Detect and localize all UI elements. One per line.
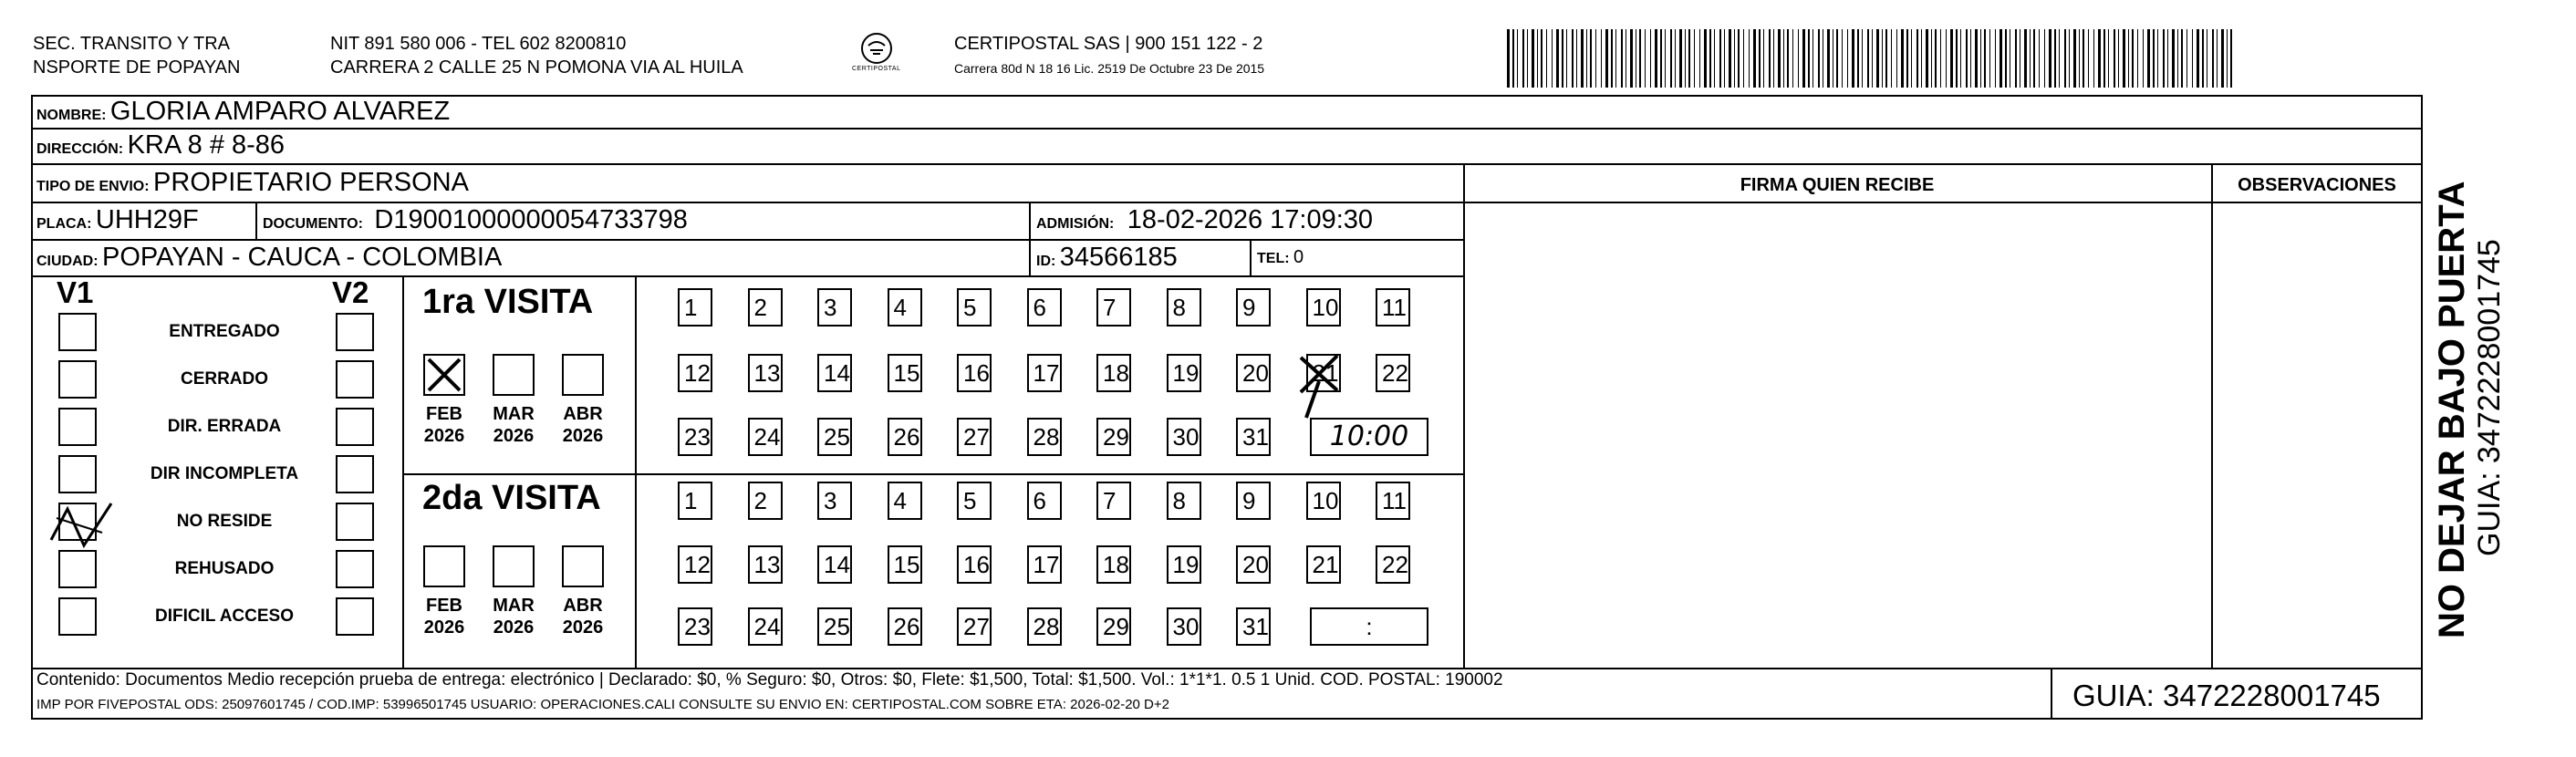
visit1-time-value: 10:00 bbox=[1329, 420, 1409, 452]
admision-value: 18-02-2026 17:09:30 bbox=[1127, 205, 1374, 234]
day-box[interactable]: 4 bbox=[888, 288, 922, 327]
month-label: FEB bbox=[426, 596, 462, 616]
day-box[interactable]: 14 bbox=[817, 545, 852, 584]
sender-address: CARRERA 2 CALLE 25 N POMONA VIA AL HUILA bbox=[330, 57, 743, 78]
status-v1-checkbox[interactable] bbox=[58, 455, 97, 493]
day-box[interactable]: 12 bbox=[678, 354, 712, 392]
courier-address: Carrera 80d N 18 16 Lic. 2519 De Octubre 23 De 2015 bbox=[954, 61, 1265, 76]
day-box[interactable]: 20 bbox=[1236, 354, 1271, 392]
year-label: 2026 bbox=[423, 426, 465, 446]
side-guia-text: GUIA: 3472228001745 bbox=[2472, 239, 2507, 556]
ciudad-cell bbox=[36, 242, 502, 277]
direccion-value: KRA 8 # 8-86 bbox=[127, 130, 286, 160]
logo-caption: CERTIPOSTAL bbox=[852, 66, 901, 72]
tel-label: TEL: bbox=[1257, 251, 1290, 266]
day-box[interactable]: 7 bbox=[1096, 288, 1131, 327]
no-dejar-bajo-puerta-text: NO DEJAR BAJO PUERTA bbox=[2432, 181, 2472, 638]
day-box[interactable]: 5 bbox=[957, 482, 992, 520]
day-box[interactable]: 1 bbox=[678, 482, 712, 520]
month-checkbox[interactable] bbox=[562, 354, 604, 396]
day-box[interactable]: 8 bbox=[1167, 482, 1201, 520]
visit2-time-value: : bbox=[1366, 613, 1373, 640]
year-label: 2026 bbox=[493, 426, 535, 446]
status-label: DIR. ERRADA bbox=[167, 417, 282, 436]
status-v1-checkbox[interactable] bbox=[58, 313, 97, 351]
firma-header: FIRMA QUIEN RECIBE bbox=[1740, 175, 1935, 195]
day-box[interactable]: 21 bbox=[1306, 354, 1341, 392]
v1-label: V1 bbox=[57, 275, 94, 309]
day-box[interactable]: 25 bbox=[817, 418, 852, 456]
day-box[interactable]: 3 bbox=[817, 482, 852, 520]
day-box[interactable]: 28 bbox=[1027, 607, 1062, 646]
status-v1-checkbox[interactable] bbox=[58, 360, 97, 399]
no-reside-v1-mark bbox=[47, 500, 115, 556]
day-box[interactable]: 23 bbox=[678, 607, 712, 646]
day-box[interactable]: 16 bbox=[957, 354, 992, 392]
ciudad-value: POPAYAN - CAUCA - COLOMBIA bbox=[102, 243, 503, 272]
status-v2-checkbox[interactable] bbox=[336, 360, 374, 399]
barcode bbox=[1505, 29, 2244, 89]
day-box[interactable]: 18 bbox=[1096, 354, 1131, 392]
day-box[interactable]: 11 bbox=[1376, 288, 1410, 327]
day-box[interactable]: 9 bbox=[1236, 482, 1271, 520]
day-box[interactable]: 15 bbox=[888, 354, 922, 392]
day-box[interactable]: 2 bbox=[748, 482, 783, 520]
sender-name-line2: NSPORTE DE POPAYAN bbox=[33, 57, 241, 78]
status-label: DIFICIL ACCESO bbox=[154, 607, 294, 626]
day-box[interactable]: 27 bbox=[957, 418, 992, 456]
day-box[interactable]: 23 bbox=[678, 418, 712, 456]
day-box[interactable]: 29 bbox=[1096, 607, 1131, 646]
certipostal-logo-icon bbox=[861, 33, 892, 64]
v2-label: V2 bbox=[332, 275, 369, 309]
day-box[interactable]: 11 bbox=[1376, 482, 1410, 520]
status-v2-checkbox[interactable] bbox=[336, 408, 374, 446]
admision-cell bbox=[1036, 204, 1373, 240]
day-box[interactable]: 26 bbox=[888, 607, 922, 646]
sender-name-line1: SEC. TRANSITO Y TRA bbox=[33, 34, 230, 54]
status-v2-checkbox[interactable] bbox=[336, 550, 374, 588]
status-label: DIR INCOMPLETA bbox=[150, 464, 299, 483]
day-box[interactable]: 26 bbox=[888, 418, 922, 456]
observaciones-header: OBSERVACIONES bbox=[2238, 175, 2396, 195]
footer-line2: IMP POR FIVEPOSTAL ODS: 25097601745 / COD.IMP: 53996501745 USUARIO: OPERACIONES.CALI CONSULTE SU ENVIO EN: CERTIPOSTAL.COM SOBRE ETA: 2026-02-20 D+2 bbox=[36, 697, 1169, 712]
day-box[interactable]: 20 bbox=[1236, 545, 1271, 584]
day-box[interactable]: 2 bbox=[748, 288, 783, 327]
visit1-title: 1ra VISITA bbox=[422, 283, 594, 321]
visit2-title: 2da VISITA bbox=[422, 479, 601, 517]
tipo-envio-row bbox=[36, 167, 469, 202]
day-box[interactable]: 22 bbox=[1376, 545, 1410, 584]
day-box[interactable]: 10 bbox=[1306, 288, 1341, 327]
year-label: 2026 bbox=[562, 426, 604, 446]
month-checkbox[interactable] bbox=[423, 545, 465, 587]
day-box[interactable]: 10 bbox=[1306, 482, 1341, 520]
day-box[interactable]: 19 bbox=[1167, 545, 1201, 584]
month-checkbox[interactable] bbox=[423, 354, 465, 396]
admision-label: ADMISIÓN: bbox=[1036, 216, 1115, 232]
nombre-row bbox=[36, 96, 450, 131]
id-cell bbox=[1036, 242, 1178, 277]
day-box[interactable]: 28 bbox=[1027, 418, 1062, 456]
day-box[interactable]: 19 bbox=[1167, 354, 1201, 392]
documento-value: D19001000000054733798 bbox=[374, 205, 688, 234]
year-label: 2026 bbox=[423, 617, 465, 638]
day-box[interactable]: 6 bbox=[1027, 288, 1062, 327]
day-box[interactable]: 13 bbox=[748, 354, 783, 392]
day-box[interactable]: 6 bbox=[1027, 482, 1062, 520]
status-label: CERRADO bbox=[180, 369, 269, 389]
direccion-row bbox=[36, 130, 285, 165]
placa-label: PLACA: bbox=[36, 216, 92, 232]
status-label: NO RESIDE bbox=[176, 512, 273, 531]
month-label: MAR bbox=[493, 404, 535, 424]
day-box[interactable]: 13 bbox=[748, 545, 783, 584]
day-box[interactable]: 14 bbox=[817, 354, 852, 392]
day-box[interactable]: 7 bbox=[1096, 482, 1131, 520]
courier-name: CERTIPOSTAL SAS | 900 151 122 - 2 bbox=[954, 34, 1263, 54]
day-box[interactable]: 30 bbox=[1167, 607, 1201, 646]
day-box[interactable]: 4 bbox=[888, 482, 922, 520]
tipo-envio-value: PROPIETARIO PERSONA bbox=[153, 168, 469, 197]
documento-cell bbox=[263, 204, 688, 240]
day-box[interactable]: 16 bbox=[957, 545, 992, 584]
day-box[interactable]: 15 bbox=[888, 545, 922, 584]
visit1-time-box[interactable] bbox=[1310, 418, 1428, 456]
tel-value: 0 bbox=[1293, 247, 1304, 267]
year-label: 2026 bbox=[562, 617, 604, 638]
day-box[interactable]: 31 bbox=[1236, 418, 1271, 456]
placa-value: UHH29F bbox=[95, 205, 199, 234]
day-box[interactable]: 8 bbox=[1167, 288, 1201, 327]
day-box[interactable]: 25 bbox=[817, 607, 852, 646]
tel-cell bbox=[1257, 242, 1304, 275]
check-x-icon bbox=[425, 356, 463, 394]
id-value: 34566185 bbox=[1059, 243, 1178, 272]
month-label: ABR bbox=[563, 596, 603, 616]
month-label: ABR bbox=[563, 404, 603, 424]
direccion-label: DIRECCIÓN: bbox=[36, 141, 124, 157]
status-label: REHUSADO bbox=[174, 559, 275, 578]
footer-guia: GUIA: 3472228001745 bbox=[2072, 679, 2381, 712]
placa-cell bbox=[36, 204, 199, 240]
day-box[interactable]: 12 bbox=[678, 545, 712, 584]
day-box[interactable]: 24 bbox=[748, 418, 783, 456]
day-box[interactable]: 24 bbox=[748, 607, 783, 646]
day-box[interactable]: 5 bbox=[957, 288, 992, 327]
month-checkbox[interactable] bbox=[493, 545, 535, 587]
month-label: FEB bbox=[426, 404, 462, 424]
year-label: 2026 bbox=[493, 617, 535, 638]
day-box[interactable]: 3 bbox=[817, 288, 852, 327]
ciudad-label: CIUDAD: bbox=[36, 254, 99, 269]
status-label: ENTREGADO bbox=[169, 322, 280, 341]
day-box[interactable]: 31 bbox=[1236, 607, 1271, 646]
status-v1-checkbox[interactable] bbox=[58, 597, 97, 636]
sender-nit: NIT 891 580 006 - TEL 602 8200810 bbox=[330, 34, 627, 54]
day-box[interactable]: 18 bbox=[1096, 545, 1131, 584]
day-box[interactable]: 27 bbox=[957, 607, 992, 646]
visit2-time-box[interactable] bbox=[1310, 607, 1428, 646]
day-box[interactable]: 29 bbox=[1096, 418, 1131, 456]
documento-label: DOCUMENTO: bbox=[263, 216, 363, 232]
day-box[interactable]: 22 bbox=[1376, 354, 1410, 392]
month-label: MAR bbox=[493, 596, 535, 616]
id-label: ID: bbox=[1036, 254, 1056, 269]
nombre-label: NOMBRE: bbox=[36, 108, 107, 123]
day-box[interactable]: 17 bbox=[1027, 545, 1062, 584]
day-box[interactable]: 9 bbox=[1236, 288, 1271, 327]
day-box[interactable]: 17 bbox=[1027, 354, 1062, 392]
day-box[interactable]: 1 bbox=[678, 288, 712, 327]
status-v2-checkbox[interactable] bbox=[336, 455, 374, 493]
status-v2-checkbox[interactable] bbox=[336, 597, 374, 636]
footer-line1: Contenido: Documentos Medio recepción prueba de entrega: electrónico | Declarado: $0, % Seguro: $0, Otros: $0, Flete: $1,500, Total: $1,500. Vol.: 1*1*1. 0.5 1 Unid. COD. POSTAL: 190002 bbox=[36, 670, 1503, 690]
status-v2-checkbox[interactable] bbox=[336, 503, 374, 541]
day-box[interactable]: 30 bbox=[1167, 418, 1201, 456]
tipo-envio-label: TIPO DE ENVIO: bbox=[36, 179, 150, 194]
nombre-value: GLORIA AMPARO ALVAREZ bbox=[109, 97, 451, 126]
status-v1-checkbox[interactable] bbox=[58, 408, 97, 446]
month-checkbox[interactable] bbox=[562, 545, 604, 587]
month-checkbox[interactable] bbox=[493, 354, 535, 396]
status-v2-checkbox[interactable] bbox=[336, 313, 374, 351]
day-marked-x-icon bbox=[1293, 350, 1348, 421]
day-box[interactable]: 21 bbox=[1306, 545, 1341, 584]
